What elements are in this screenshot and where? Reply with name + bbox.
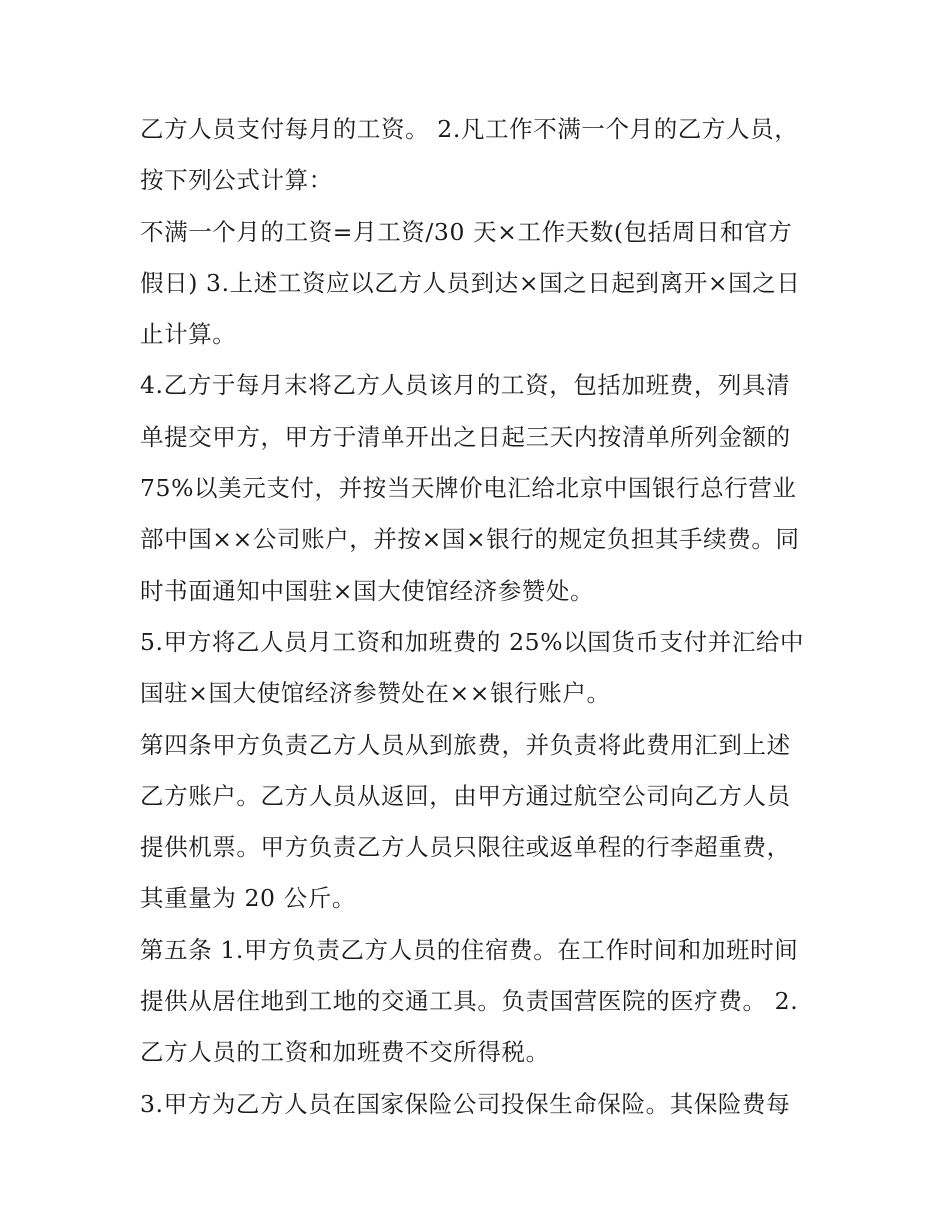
text-line: 提供机票。甲方负责乙方人员只限往或返单程的行李超重费， [140,833,791,862]
text-line: 乙方账户。乙方人员从返回，由甲方通过航空公司向乙方人员 [140,781,791,810]
text-line: 75%以美元支付，并按当天牌价电汇给北京中国银行总行营业 [140,474,797,503]
text-line: 按下列公式计算： [140,166,333,195]
text-line: 第四条甲方负责乙方人员从到旅费，并负责将此费用汇到上述 [140,730,791,759]
text-line: 乙方人员的工资和加班费不交所得税。 [140,1038,550,1067]
text-line: 3.甲方为乙方人员在国家保险公司投保生命保险。其保险费每 [140,1089,791,1118]
text-line: 提供从居住地到工地的交通工具。负责国营医院的医疗费。 2. [140,987,799,1016]
text-line: 时书面通知中国驻×国大使馆经济参赞处。 [140,576,595,605]
text-line: 4.乙方于每月末将乙方人员该月的工资，包括加班费，列具清 [140,371,791,400]
text-line: 乙方人员支付每月的工资。 2.凡工作不满一个月的乙方人员， [140,115,799,143]
text-line: 单提交甲方，甲方于清单开出之日起三天内按清单所列金额的 [140,422,791,451]
text-line: 第五条 1.甲方负责乙方人员的住宿费。在工作时间和加班时间 [140,935,799,964]
text-line: 不满一个月的工资=月工资/30 天×工作天数(包括周日和官方 [140,217,793,246]
text-line: 部中国××公司账户，并按×国×银行的规定负担其手续费。同 [140,525,800,554]
text-line: 止计算。 [140,320,237,349]
text-line: 其重量为 20 公斤。 [140,884,356,913]
document-body [140,104,820,1130]
text-line: 假日) 3.上述工资应以乙方人员到达×国之日起到离开×国之日 [140,268,801,297]
text-line: 5.甲方将乙人员月工资和加班费的 25%以国货币支付并汇给中 [140,627,805,656]
text-line: 国驻×国大使馆经济参赞处在××银行账户。 [140,679,611,708]
